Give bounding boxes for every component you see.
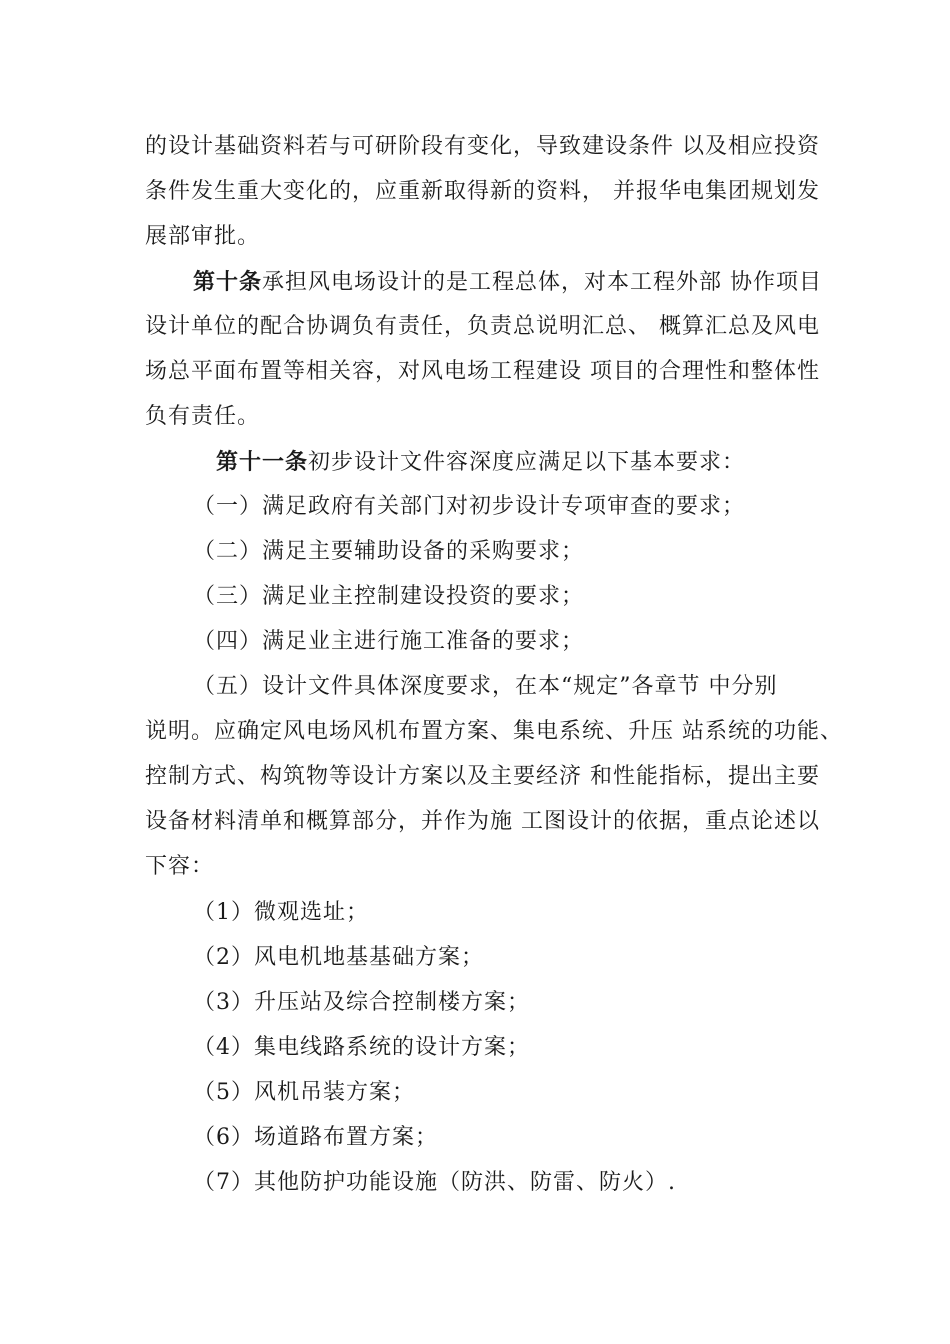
sub-list-item: （4）集电线路系统的设计方案；	[193, 1035, 530, 1060]
paragraph-line: 设计单位的配合协调负有责任，负责总说明汇总、 概算汇总及风电	[145, 314, 820, 339]
paragraph-line: 下容：	[145, 854, 215, 879]
paragraph-line: 设备材料清单和概算部分，并作为施 工图设计的依据，重点论述以	[145, 809, 820, 834]
list-item: （四）满足业主进行施工准备的要求；	[193, 629, 585, 654]
paragraph-line: 展部审批。	[145, 224, 261, 249]
list-item: （一）满足政府有关部门对初步设计专项审查的要求；	[193, 494, 746, 519]
sub-list-item: （5）风机吊装方案；	[193, 1080, 415, 1105]
paragraph-line: 条件发生重大变化的，应重新取得新的资料， 并报华电集团规划发	[145, 179, 820, 204]
list-item: （三）满足业主控制建设投资的要求；	[193, 584, 585, 609]
article-11-first-line	[216, 447, 745, 478]
list-item: （五）设计文件具体深度要求，在本“规定”各章节 中分别	[193, 674, 778, 699]
paragraph-line: 负有责任。	[145, 404, 261, 429]
sub-list-item: （3）升压站及综合控制楼方案；	[193, 990, 530, 1015]
sub-list-item: （1）微观选址；	[193, 900, 369, 925]
paragraph-line: 场总平面布置等相关容，对风电场工程建设 项目的合理性和整体性	[145, 359, 820, 384]
paragraph-line: 说明。应确定风电场风机布置方案、集电系统、升压 站系统的功能、	[145, 719, 843, 744]
sub-list-item: （2）风电机地基基础方案；	[193, 945, 484, 970]
list-item: （二）满足主要辅助设备的采购要求；	[193, 539, 585, 564]
sub-list-item: （7）其他防护功能设施（防洪、防雷、防火）.	[193, 1170, 676, 1195]
paragraph-line: 的设计基础资料若与可研阶段有变化，导致建设条件 以及相应投资	[145, 134, 820, 159]
sub-list-item: （6）场道路布置方案；	[193, 1125, 438, 1150]
paragraph-line: 控制方式、构筑物等设计方案以及主要经济 和性能指标，提出主要	[145, 764, 820, 789]
article-11-heading: 第十一条	[216, 449, 309, 475]
article-10-heading: 第十条	[193, 269, 263, 295]
paragraph-text: 初步设计文件容深度应满足以下基本要求：	[308, 450, 746, 475]
article-10-first-line	[193, 267, 822, 298]
paragraph-text: 承担风电场设计的是工程总体，对本工程外部 协作项目	[262, 270, 823, 295]
